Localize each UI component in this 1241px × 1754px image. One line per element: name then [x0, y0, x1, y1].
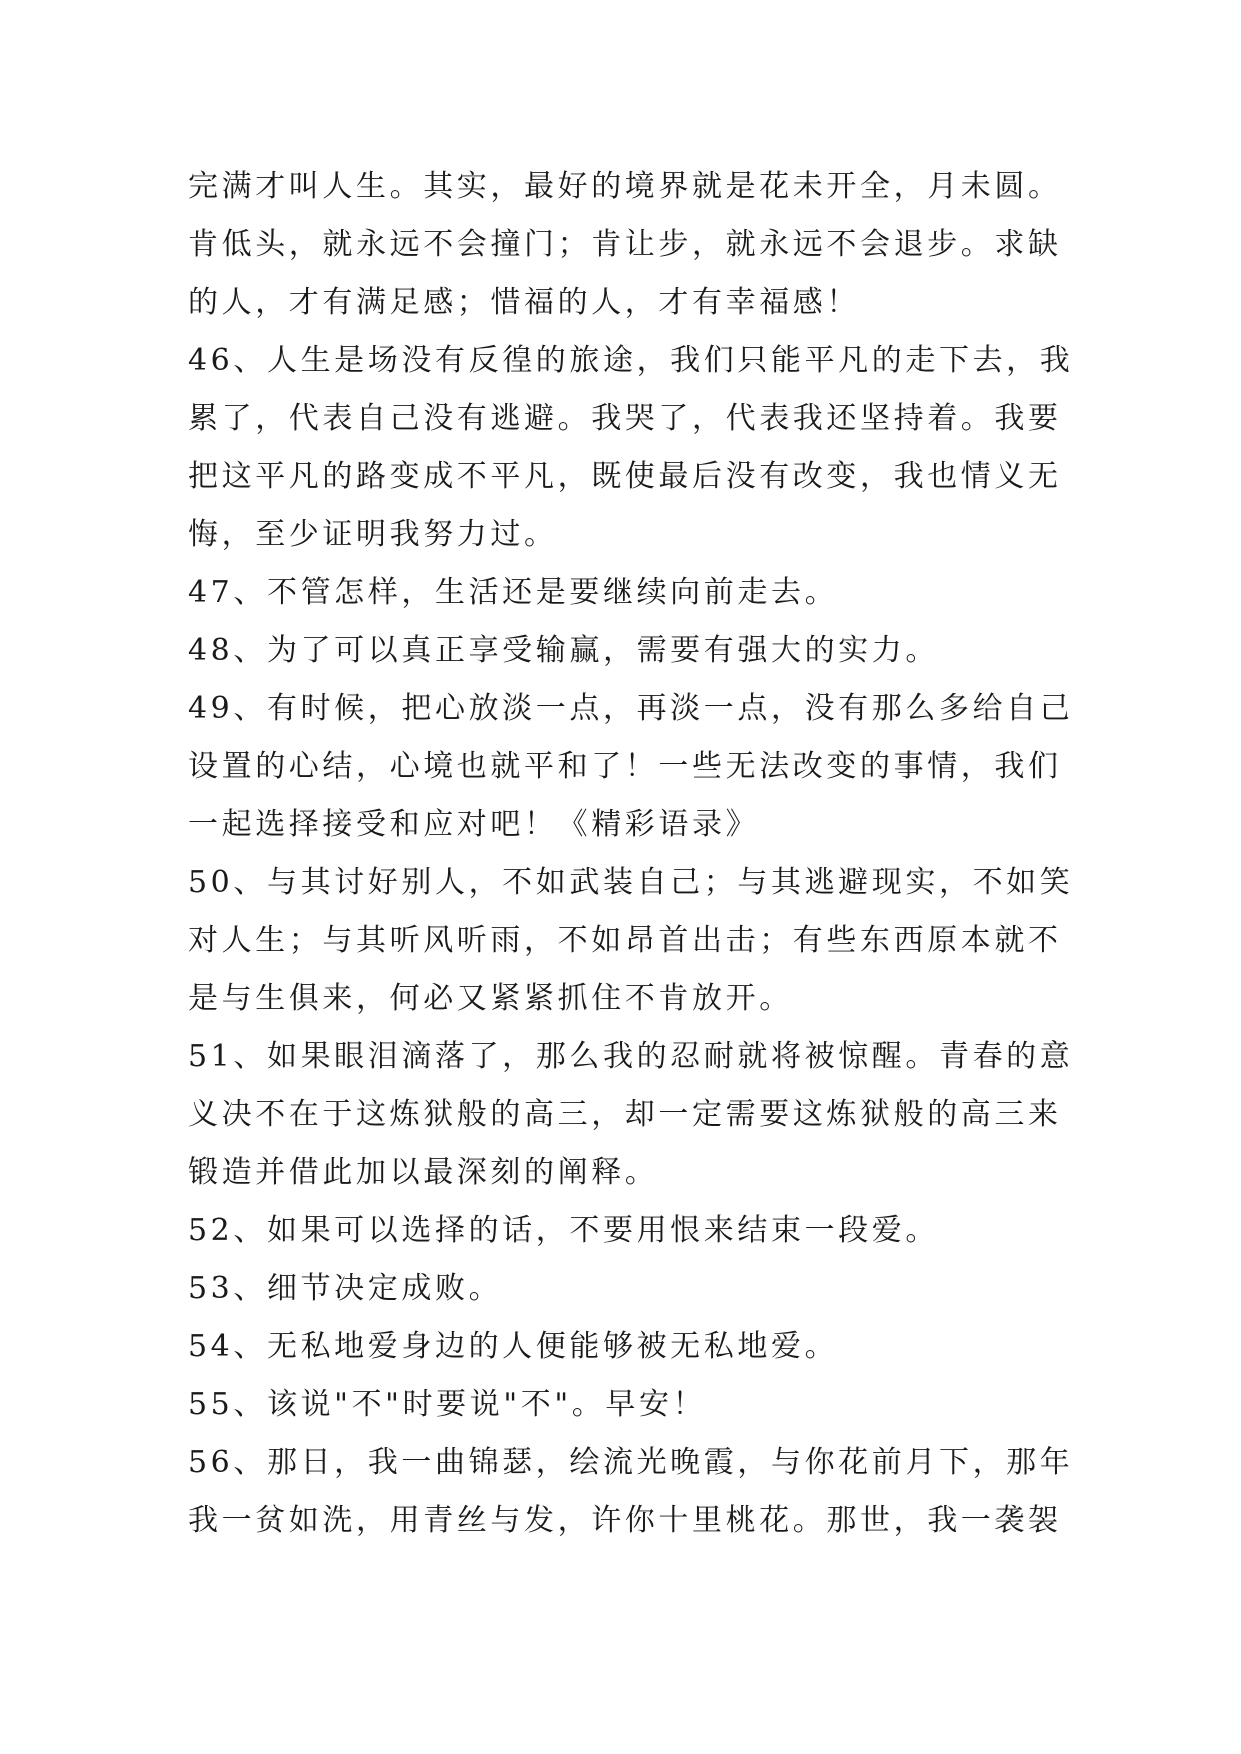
- text-line: 48、为了可以真正享受输赢，需要有强大的实力。: [188, 633, 939, 668]
- document-body: [188, 158, 1074, 1550]
- text-line: 锻造并借此加以最深刻的阐释。: [188, 1155, 659, 1190]
- text-line: 51、如果眼泪滴落了，那么我的忍耐就将被惊醒。青春的意: [188, 1039, 1074, 1074]
- text-line: 设置的心结，心境也就平和了！一些无法改变的事情，我们: [188, 749, 1062, 784]
- text-line: 52、如果可以选择的话，不要用恨来结束一段爱。: [188, 1213, 939, 1248]
- text-line: 56、那日，我一曲锦瑟，绘流光晚霞，与你花前月下，那年: [188, 1445, 1074, 1480]
- text-line: 肯低头，就永远不会撞门；肯让步，就永远不会退步。求缺: [188, 227, 1062, 262]
- text-line: 49、有时候，把心放淡一点，再淡一点，没有那么多给自己: [188, 691, 1074, 726]
- text-line: 53、细节决定成败。: [188, 1271, 503, 1306]
- text-line: 的人，才有满足感；惜福的人，才有幸福感！: [188, 285, 860, 320]
- text-line: 54、无私地爱身边的人便能够被无私地爱。: [188, 1329, 839, 1364]
- text-line: 完满才叫人生。其实，最好的境界就是花未开全，月未圆。: [188, 169, 1062, 204]
- text-line: 对人生；与其听风听雨，不如昂首出击；有些东西原本就不: [188, 923, 1062, 958]
- text-line: 是与生俱来，何必又紧紧抓住不肯放开。: [188, 981, 793, 1016]
- text-line: 一起选择接受和应对吧！《精彩语录》: [188, 807, 760, 842]
- text-line: 47、不管怎样，生活还是要继续向前走去。: [188, 575, 839, 610]
- text-line: 我一贫如洗，用青丝与发，许你十里桃花。那世，我一袭袈: [188, 1503, 1062, 1538]
- text-line: 把这平凡的路变成不平凡，既使最后没有改变，我也情义无: [188, 459, 1062, 494]
- text-line: 义决不在于这炼狱般的高三，却一定需要这炼狱般的高三来: [188, 1097, 1062, 1132]
- text-line: 46、人生是场没有反徨的旅途，我们只能平凡的走下去，我: [188, 343, 1074, 378]
- text-line: 50、与其讨好别人，不如武装自己；与其逃避现实，不如笑: [188, 865, 1074, 900]
- text-line: 累了，代表自己没有逃避。我哭了，代表我还坚持着。我要: [188, 401, 1062, 436]
- text-line: 55、该说"不"时要说"不"。早安！: [188, 1387, 707, 1422]
- text-line: 悔，至少证明我努力过。: [188, 517, 558, 552]
